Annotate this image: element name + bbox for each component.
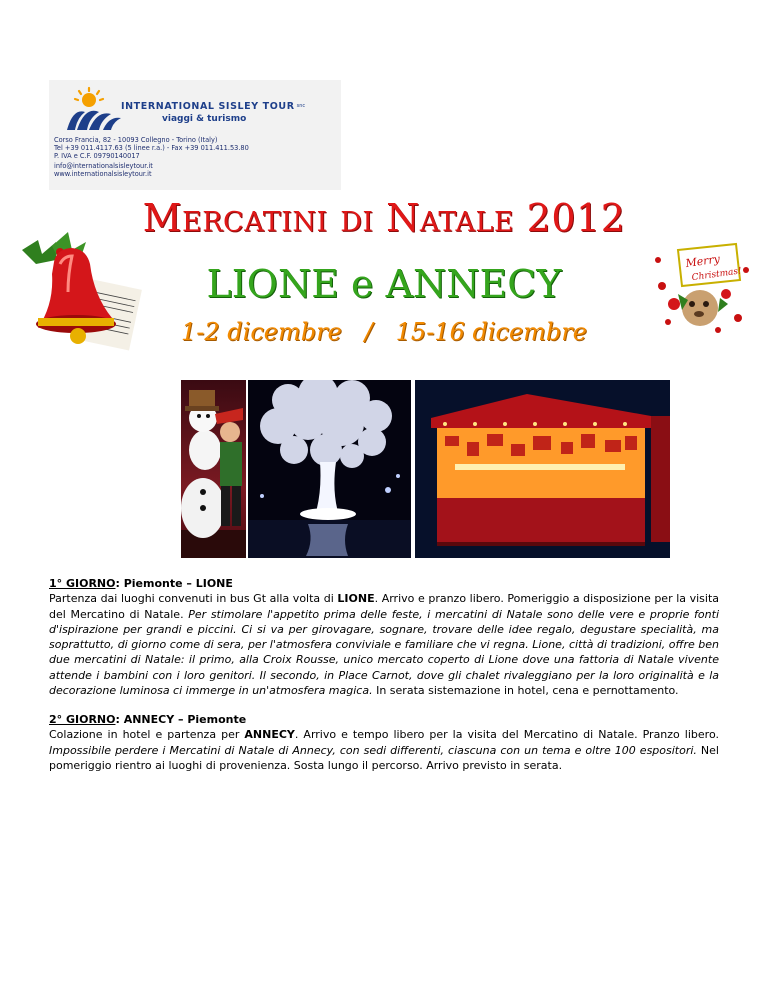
day-2-heading: 2° GIORNO: ANNECY – Piemonte bbox=[49, 713, 247, 726]
market-stall-icon bbox=[415, 380, 670, 558]
day-1-description: Partenza dai luoghi convenuti in bus Gt alla volta di LIONE. Arrivo e pranzo libero. Pomeriggio a disposizione per la visita del Mercatino di Natale. Per stimolare l'appetito prima delle feste, i mercatini di Natale sono delle vere e proprie fonti d'ispirazione per grandi e piccini. Ci si va per girovagare, sognare, trovare delle idee regalo, degustare specialità, ma soprattutto, di giorno come di sera, per l'atmosfera conviviale e familiare che vi regna. Lione, città di tradizioni, offre ben due mercatini di Natale: il primo, alla Croix Rousse, unico mercato coperto di Lione dove una fattoria di Natale vivente attende i bambini con i loro genitori. Il secondo, in Place Carnot, dove gli chalet rivaleggiano per la loro originalità e la decorazione luminosa ci immerge in un'atmosfera magica. In serata sistemazione in hotel, cena e pernottamento. bbox=[49, 592, 720, 698]
address-line: Corso Francia, 82 - 10093 Collegno - Torino (Italy) bbox=[54, 136, 218, 144]
day-1-heading: 1° GIORNO: Piemonte – LIONE bbox=[49, 577, 233, 590]
itinerary-day-1 bbox=[49, 576, 719, 698]
company-tagline: viaggi & turismo bbox=[162, 114, 247, 124]
itinerary-day-2 bbox=[49, 712, 719, 773]
company-name: INTERNATIONAL SISLEY TOUR $^{snc}$ bbox=[121, 101, 306, 112]
email-link[interactable]: info@internationalsisleytour.it bbox=[54, 162, 153, 170]
vat-line: P. IVA e C.F. 09790140017 bbox=[54, 152, 140, 160]
destination-title: LIONE e ANNECY bbox=[206, 262, 562, 306]
page-title: Mercatini di Natale 2012 bbox=[142, 196, 626, 240]
company-logo-icon bbox=[59, 86, 127, 136]
phone-line: Tel +39 011.4117.63 (5 linee r.a.) - Fax +39 011.411.53.80 bbox=[54, 144, 249, 152]
snowman-icon bbox=[181, 380, 246, 558]
letterhead bbox=[49, 80, 341, 190]
tour-dates: 1-2 dicembre / 15-16 dicembre bbox=[181, 318, 587, 346]
badge-text-christmas: Christmas! bbox=[691, 266, 743, 284]
light-tree-icon bbox=[248, 380, 411, 558]
day-2-description: Colazione in hotel e partenza per ANNECY. Arrivo e tempo libero per la visita del Mercatino di Natale. Pranzo libero. Impossibile perdere i Mercatini di Natale di Annecy, con sedi differenti, ciascuna con un tema e oltre 100 espositori. Nel pomeriggio rientro ai luoghi di provenienza. Sosta lungo il percorso. Arrivo previsto in serata. bbox=[49, 728, 719, 772]
website-link[interactable]: www.internationalsisleytour.it bbox=[54, 170, 152, 178]
badge-text-merry: Merry bbox=[684, 252, 721, 271]
photo-snowman-mascots bbox=[181, 380, 246, 558]
photo-market-chalet bbox=[415, 380, 670, 558]
photo-illuminated-tree bbox=[248, 380, 411, 558]
